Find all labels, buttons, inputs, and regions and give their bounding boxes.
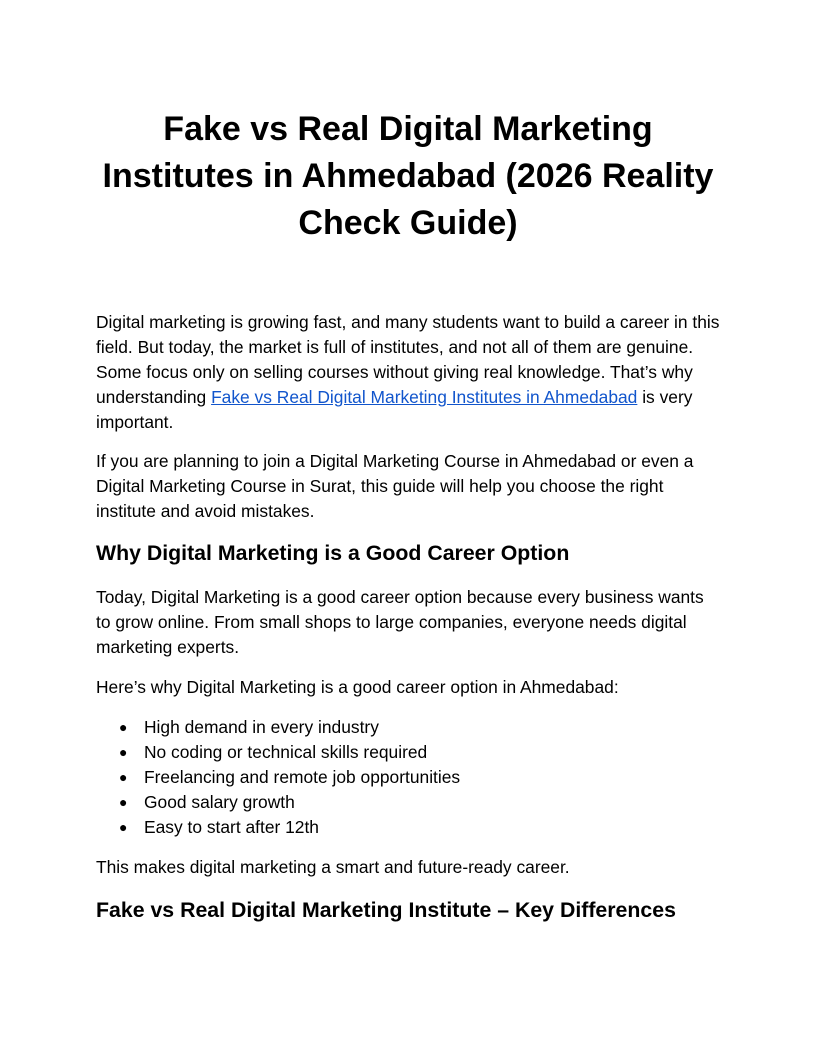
list-item-text: Easy to start after 12th	[144, 817, 319, 837]
bullet-icon: ●	[119, 819, 128, 835]
intro-paragraph	[96, 310, 722, 435]
list-item-text: Good salary growth	[144, 792, 295, 812]
planning-paragraph: If you are planning to join a Digital Marketing Course in Ahmedabad or even a Digital Marketing Course in Surat, this guide will help you choose the right institute and avoid mistakes.	[96, 451, 694, 521]
list-item	[96, 815, 722, 840]
institutes-link[interactable]: Fake vs Real Digital Marketing Institutes in Ahmedabad	[211, 387, 638, 407]
list-item-text: High demand in every industry	[144, 717, 379, 737]
reasons-list	[96, 715, 722, 840]
intro-text-before-link: Digital marketing is growing fast, and many students want to build a career in this field. But today, the market is full of institutes, and not all of them are genuine. Some focus only on selling courses without giving real knowledge. That’s why understanding	[96, 312, 720, 407]
bullet-icon: ●	[119, 744, 128, 760]
section-heading-career-option: Why Digital Marketing is a Good Career Option	[96, 541, 570, 565]
career-paragraph: Today, Digital Marketing is a good career option because every business wants to grow online. From small shops to large companies, everyone needs digital marketing experts.	[96, 587, 704, 657]
closing-paragraph: This makes digital marketing a smart and future-ready career.	[96, 857, 570, 877]
list-item	[96, 790, 722, 815]
bullet-icon: ●	[119, 794, 128, 810]
bullet-icon: ●	[119, 769, 128, 785]
document-title: Fake vs Real Digital Marketing Institutes in Ahmedabad (2026 Reality Check Guide)	[102, 110, 714, 242]
list-item-text: Freelancing and remote job opportunities	[144, 767, 461, 787]
list-item	[96, 715, 722, 740]
bullet-icon: ●	[119, 719, 128, 735]
section-heading-key-differences: Fake vs Real Digital Marketing Institute – Key Differences	[96, 898, 676, 922]
reasons-intro-paragraph: Here’s why Digital Marketing is a good career option in Ahmedabad:	[96, 677, 619, 697]
list-item-text: No coding or technical skills required	[144, 742, 428, 762]
list-item	[96, 765, 722, 790]
list-item	[96, 740, 722, 765]
intro-text-after-link: is very important.	[96, 387, 693, 432]
